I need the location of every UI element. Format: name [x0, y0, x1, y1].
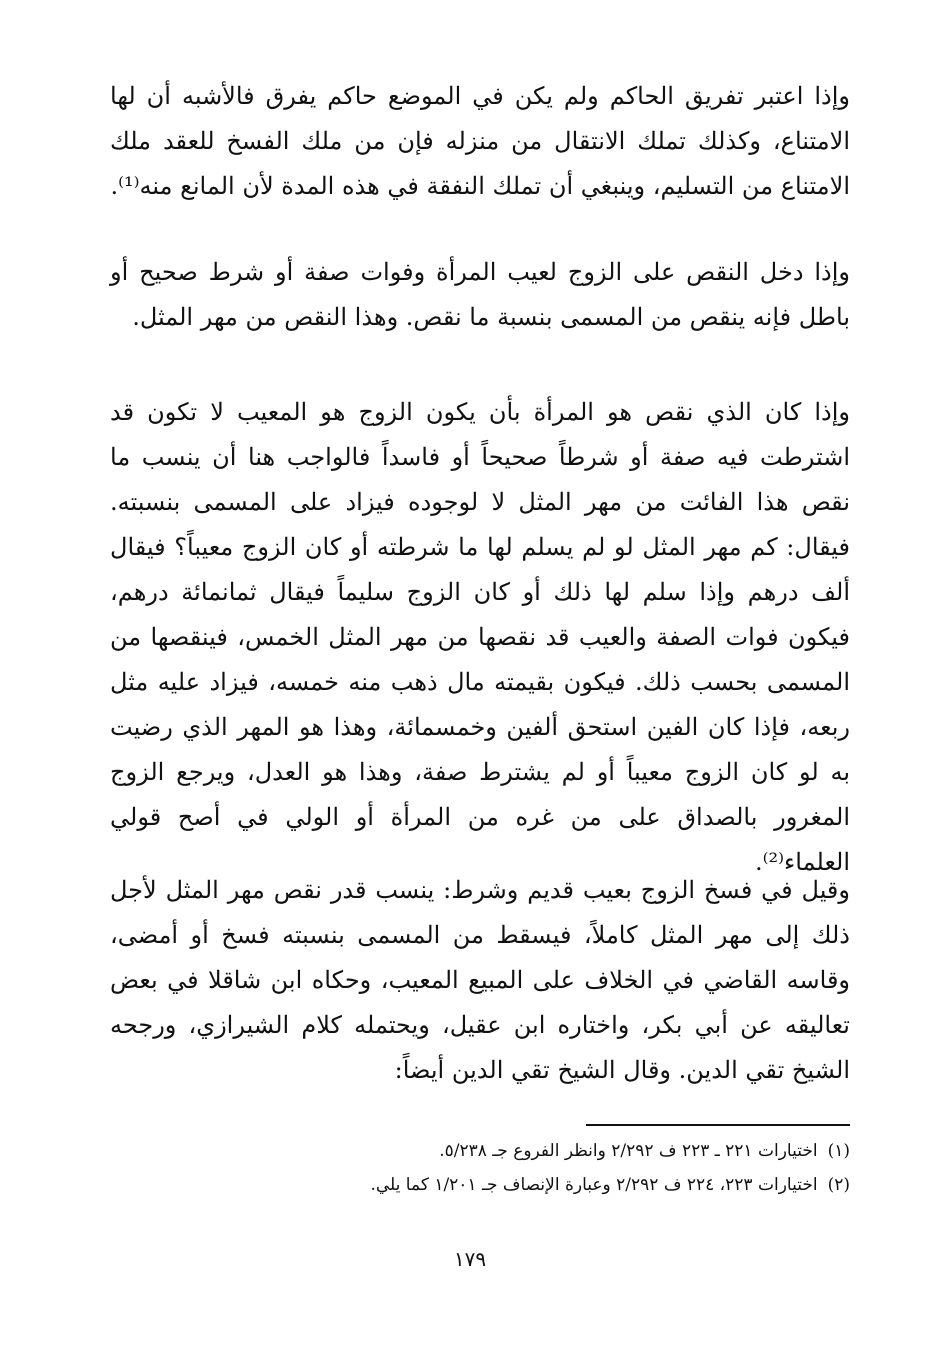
paragraph-3: وإذا كان الذي نقص هو المرأة بأن يكون الزوج هو المعيب لا تكون قد اشترطت فيه صفة أو شرطاً صحيحاً أو فاسداً فالواجب هنا أن ينسب ما نقص هذا الفائت من مهر المثل لا لوجوده فيزاد على المسمى بنسبته. فيقال: كم مهر المثل لو لم يسلم لها ما شرطته أو كان الزوج معيباً؟ فيقال ألف درهم وإذا سلم لها ذلك أو كان الزوج سليماً فيقال ثمانمائة درهم، فيكون فوات الصفة والعيب قد نقصها من مهر المثل الخمس، فينقصها من المسمى بحسب ذلك. فيكون بقيمته مال ذهب منه خمسه، فيزاد عليه مثل ربعه، فإذا كان الفين استحق ألفين وخمسمائة، وهذا هو المهر الذي رضيت به لو كان الزوج معيباً أو لم يشترط صفة، وهذا هو العدل، ويرجع الزوج المغرور بالصداق على من غره من المرأة أو الولي في أصح قولي العلماء⁽²⁾.: [110, 398, 851, 876]
paragraph-4: وقيل في فسخ الزوج بعيب قديم وشرط: ينسب قدر نقص مهر المثل لأجل ذلك إلى مهر المثل كاملاً، فيسقط من المسمى بنسبته فسخ أو أمضى، وقاسه القاضي في الخلاف على المبيع المعيب، وحكاه ابن شاقلا في بعض تعاليقه عن أبي بكر، واختاره ابن عقيل، ويحتمله كلام الشيرازي، ورجحه الشيخ تقي الدين. وقال الشيخ تقي الدين أيضاً:: [110, 876, 851, 1084]
footnote-number: (١): [827, 1141, 850, 1161]
page-number: ١٧٩: [453, 1247, 487, 1271]
footnote-number: (٢): [827, 1175, 850, 1195]
paragraph-1: وإذا اعتبر تفريق الحاكم ولم يكن في الموضع حاكم يفرق فالأشبه أن لها الامتناع، وكذلك تملك الانتقال من منزله فإن من ملك الفسخ للعقد ملك الامتناع من التسليم، وينبغي أن تملك النفقة في هذه المدة لأن المانع منه⁽¹⁾.: [110, 82, 850, 200]
footnote-text: اختيارات ٢٢٣، ٢٢٤ ف ٢/٢٩٢ وعبارة الإنصاف جـ ١/٢٠١ كما يلي.: [370, 1175, 818, 1195]
footnotes-section: [110, 1134, 850, 1202]
footnote-divider: [586, 1124, 850, 1126]
footnote-1: [110, 1134, 850, 1168]
footnote-2: [110, 1168, 850, 1202]
paragraph-2: وإذا دخل النقص على الزوج لعيب المرأة وفوات صفة أو شرط صحيح أو باطل فإنه ينقص من المسمى بنسبة ما نقص. وهذا النقص من مهر المثل.: [110, 258, 850, 331]
footnote-text: اختيارات ٢٢١ ـ ٢٢٣ ف ٢/٢٩٢ وانظر الفروع جـ ٥/٢٣٨.: [439, 1141, 818, 1161]
